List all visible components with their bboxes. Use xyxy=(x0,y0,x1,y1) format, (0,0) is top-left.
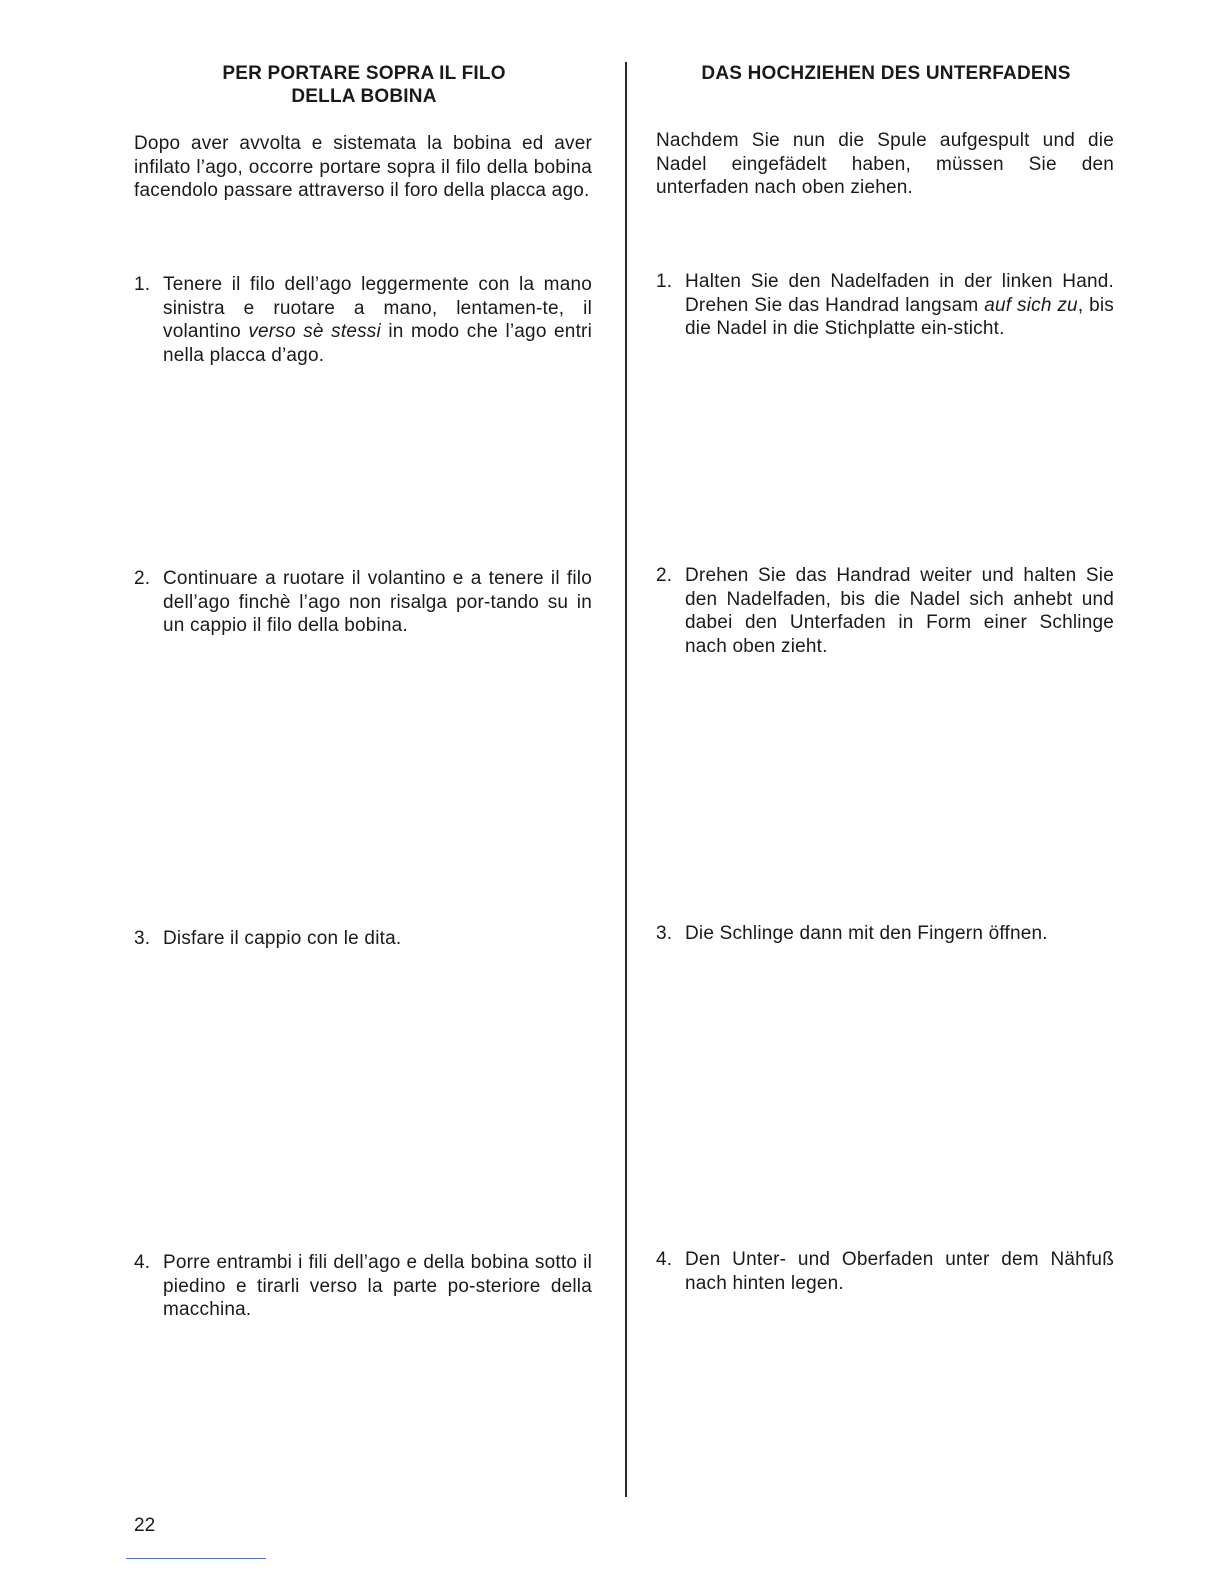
step-number: 2. xyxy=(134,568,151,589)
step-number: 2. xyxy=(656,565,673,586)
step-number: 1. xyxy=(134,274,151,295)
step-text: Porre entrambi i fili dell’ago e della bobina sotto il piedino e tirarli verso la parte po-steriore della macchina. xyxy=(163,1252,592,1320)
step-text: Halten Sie den Nadelfaden in der linken Hand. Drehen Sie das Handrad langsam xyxy=(685,271,1114,316)
german-heading: DAS HOCHZIEHEN DES UNTERFADENS xyxy=(701,63,1071,84)
step-text: , bis die Nadel in die Stichplatte ein-sticht. xyxy=(685,294,1114,339)
german-step-4 xyxy=(656,1248,1114,1295)
italian-intro: Dopo aver avvolta e sistemata la bobina ed aver infilato l’ago, occorre portare sopra il filo della bobina facendolo passare attraverso il foro della placca ago. xyxy=(134,133,592,201)
step-emphasis: auf sich zu xyxy=(984,294,1078,316)
step-text: in modo che l’ago entri nella placca d’ago. xyxy=(163,321,592,366)
page-number: 22 xyxy=(134,1515,156,1536)
italian-heading: PER PORTARE SOPRA IL FILO DELLA BOBINA xyxy=(222,63,506,107)
italian-step-1 xyxy=(134,273,592,367)
step-text: Drehen Sie das Handrad weiter und halten Sie den Nadelfaden, bis die Nadel sich anhebt und dabei den Unterfaden in Form einer Schlinge nach oben zieht. xyxy=(685,565,1114,657)
bottom-rule xyxy=(126,1558,266,1559)
step-text: Tenere il filo dell’ago leggermente con la mano sinistra e ruotare a mano, lentamen-te, il volantino xyxy=(163,274,592,342)
step-number: 3. xyxy=(134,928,151,949)
italian-step-3 xyxy=(134,927,592,951)
italian-step-2 xyxy=(134,567,592,638)
step-text: Den Unter- und Oberfaden unter dem Nähfuß nach hinten legen. xyxy=(685,1249,1114,1294)
german-step-1 xyxy=(656,270,1114,341)
step-number: 4. xyxy=(134,1252,151,1273)
step-text: Disfare il cappio con le dita. xyxy=(163,928,402,949)
german-step-3 xyxy=(656,922,1114,946)
step-text: Continuare a ruotare il volantino e a tenere il filo dell’ago finchè l’ago non risalga por-tando su in un cappio il filo della bobina. xyxy=(163,568,592,636)
step-number: 3. xyxy=(656,923,673,944)
column-divider xyxy=(625,62,627,1497)
german-intro: Nachdem Sie nun die Spule aufgespult und die Nadel eingefädelt haben, müssen Sie den unterfaden nach oben ziehen. xyxy=(656,130,1114,198)
step-number: 4. xyxy=(656,1249,673,1270)
step-emphasis: verso sè stessi xyxy=(248,321,381,342)
step-text: Die Schlinge dann mit den Fingern öffnen. xyxy=(685,923,1048,944)
italian-step-4 xyxy=(134,1251,592,1322)
step-number: 1. xyxy=(656,271,673,292)
german-step-2 xyxy=(656,564,1114,658)
